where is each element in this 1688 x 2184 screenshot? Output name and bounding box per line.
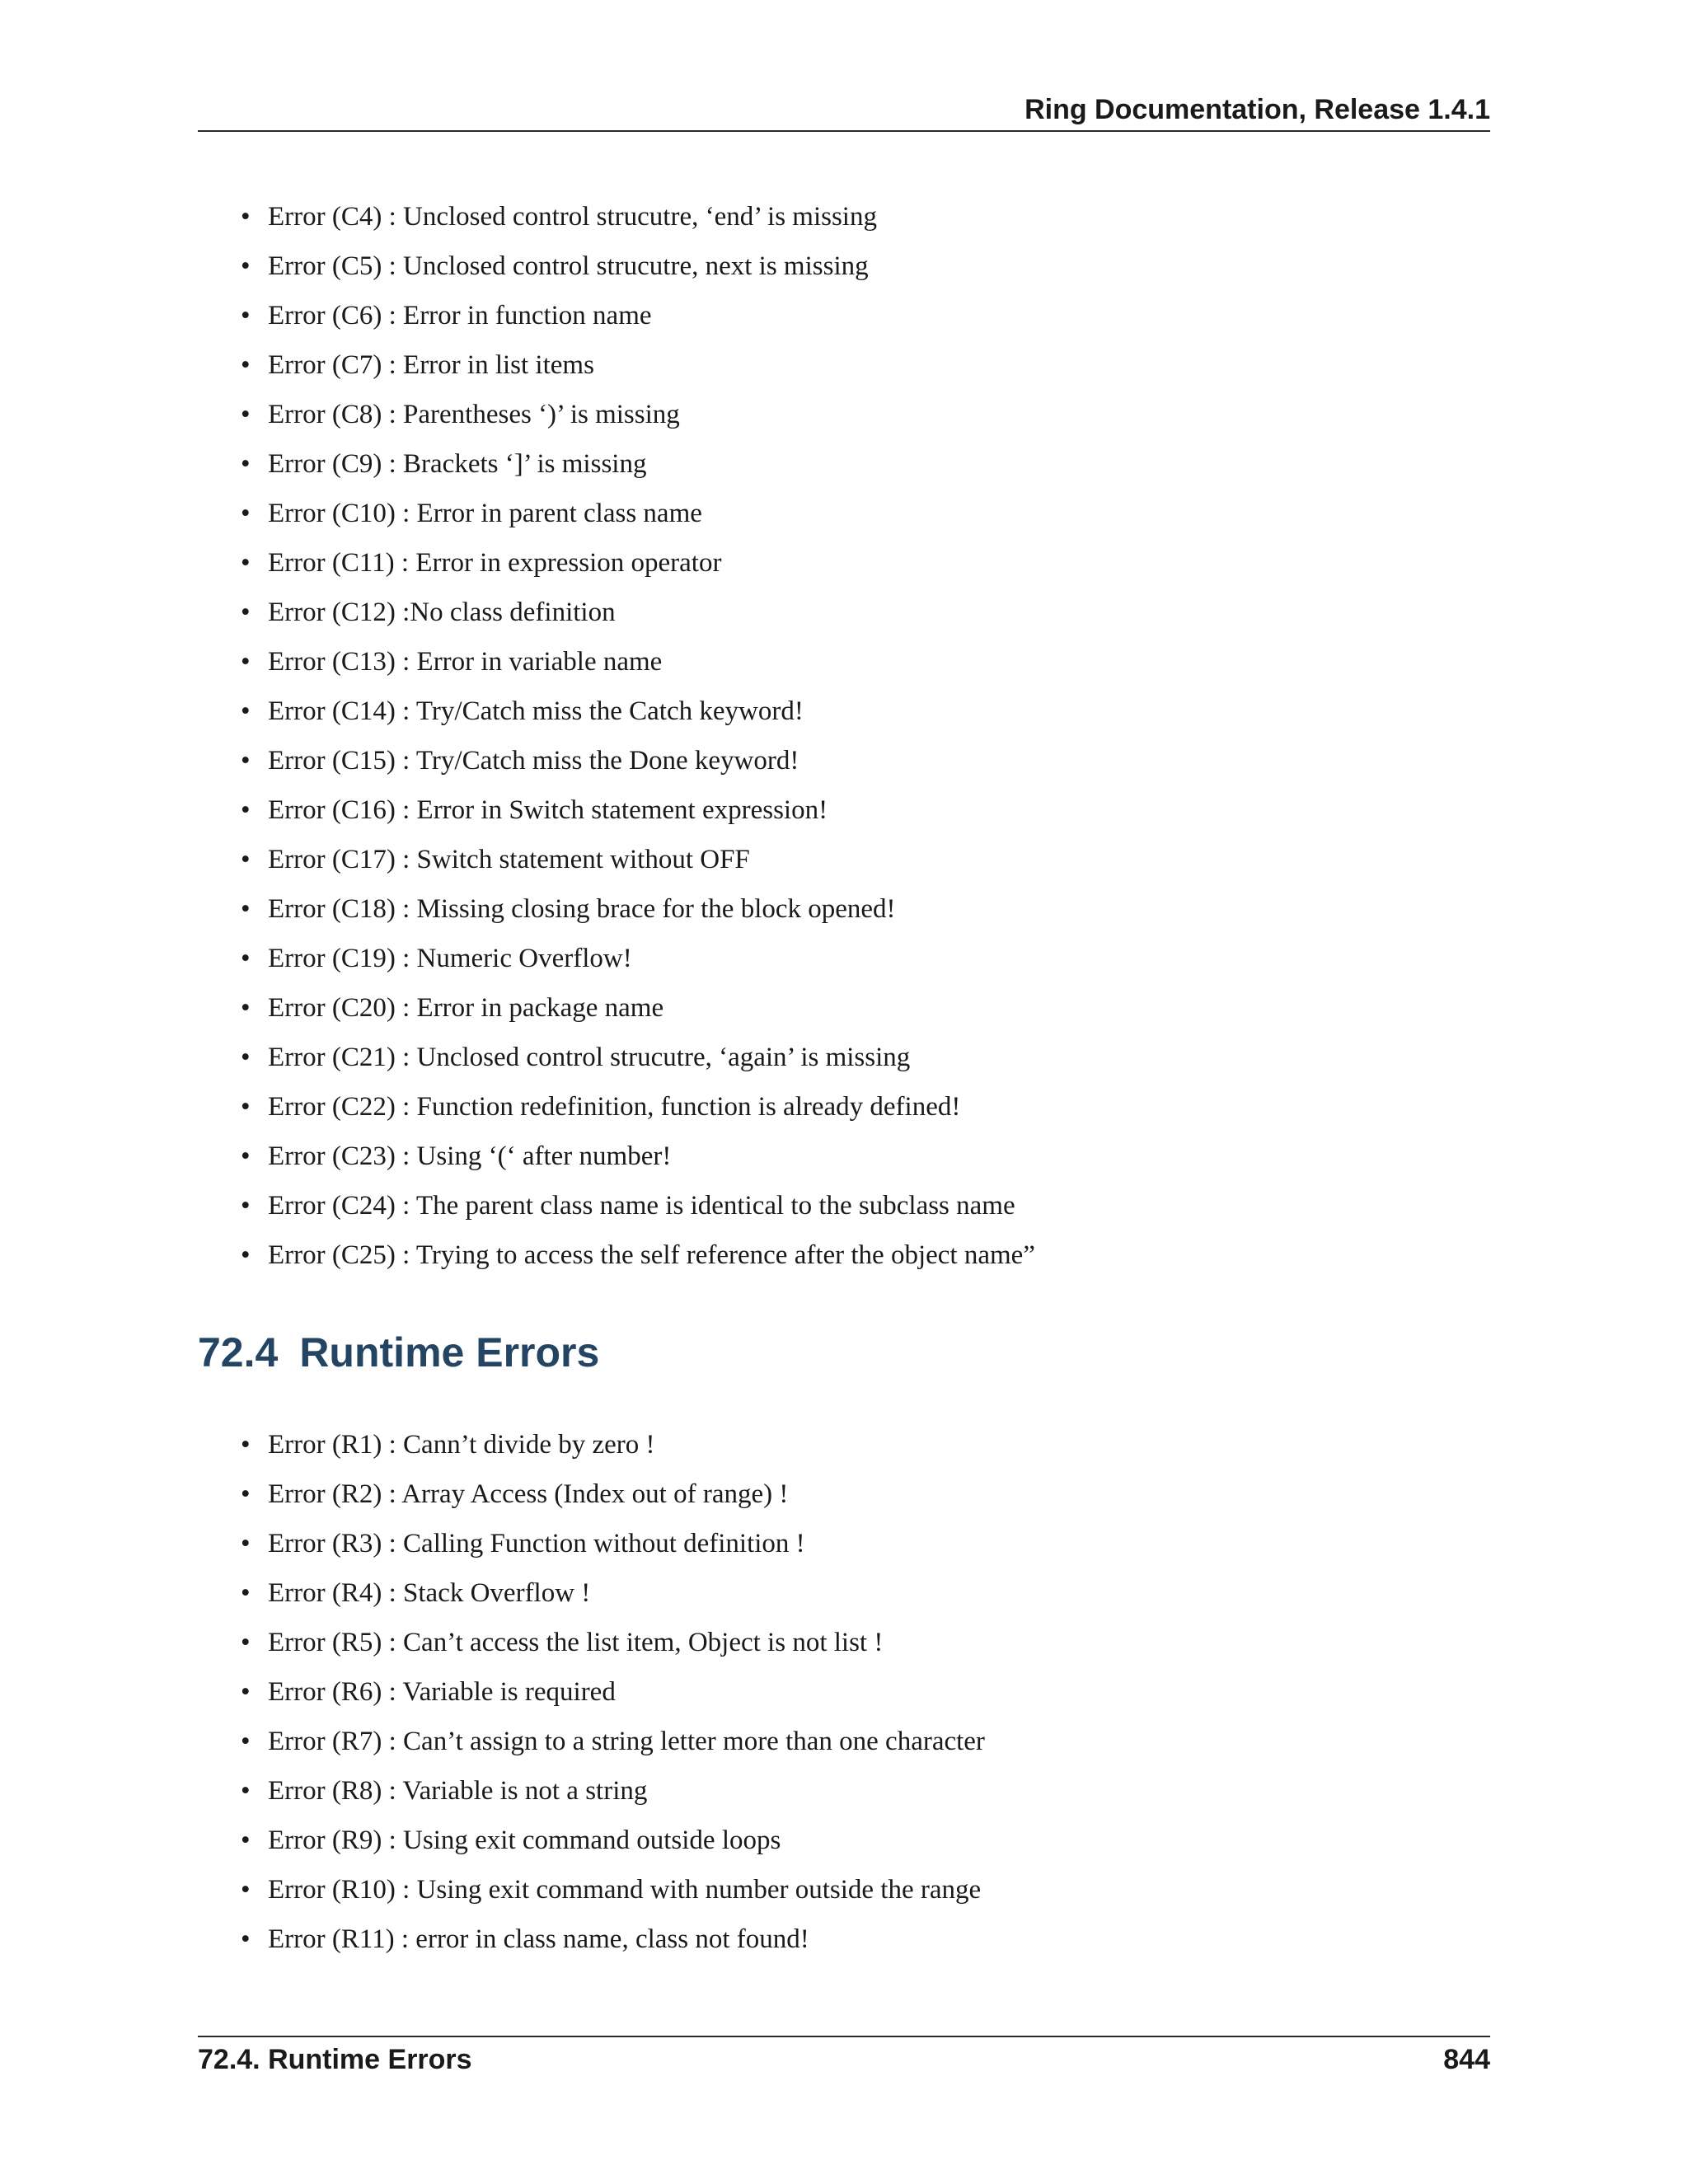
list-item	[241, 1082, 1035, 1132]
bullet-icon: •	[241, 400, 251, 429]
bullet-icon: •	[241, 1875, 251, 1905]
list-item	[241, 637, 1035, 687]
list-item	[241, 192, 1035, 241]
list-item-text: Error (C10) : Error in parent class name	[268, 499, 702, 528]
bullet-icon: •	[241, 301, 251, 330]
list-item	[241, 291, 1035, 340]
list-item-text: Error (R7) : Can’t assign to a string letter more than one character	[268, 1727, 985, 1756]
bullet-icon: •	[241, 696, 251, 726]
list-item	[241, 1766, 985, 1816]
list-item	[241, 1132, 1035, 1181]
list-item-text: Error (R9) : Using exit command outside loops	[268, 1825, 781, 1855]
list-item	[241, 340, 1035, 390]
list-item	[241, 835, 1035, 884]
list-item	[241, 489, 1035, 538]
list-item-text: Error (C5) : Unclosed control strucutre, next is missing	[268, 251, 869, 281]
list-item-text: Error (R6) : Variable is required	[268, 1677, 616, 1707]
list-item-text: Error (C13) : Error in variable name	[268, 647, 663, 677]
bullet-icon: •	[241, 1924, 251, 1954]
list-item-text: Error (R1) : Cann’t divide by zero !	[268, 1430, 655, 1460]
bullet-icon: •	[241, 598, 251, 627]
bullet-icon: •	[241, 449, 251, 479]
bullet-icon: •	[241, 1776, 251, 1806]
list-item-text: Error (C18) : Missing closing brace for the block opened!	[268, 894, 896, 924]
list-item-text: Error (R3) : Calling Function without definition !	[268, 1529, 805, 1558]
list-item-text: Error (R4) : Stack Overflow !	[268, 1578, 591, 1608]
section-number: 72.4	[198, 1329, 279, 1376]
runtime-error-list	[241, 1420, 985, 1964]
bullet-icon: •	[241, 845, 251, 874]
bullet-icon: •	[241, 1141, 251, 1171]
list-item-text: Error (R8) : Variable is not a string	[268, 1776, 648, 1806]
list-item	[241, 1469, 985, 1519]
bullet-icon: •	[241, 993, 251, 1023]
list-item	[241, 1230, 1035, 1280]
list-item	[241, 687, 1035, 736]
bullet-icon: •	[241, 1677, 251, 1707]
list-item-text: Error (R11) : error in class name, class not found!	[268, 1924, 809, 1954]
list-item	[241, 884, 1035, 934]
document-title: Ring Documentation, Release 1.4.1	[1025, 94, 1490, 125]
list-item-text: Error (C12) :No class definition	[268, 598, 616, 627]
list-item-text: Error (R2) : Array Access (Index out of range) !	[268, 1479, 789, 1509]
bullet-icon: •	[241, 499, 251, 528]
list-item-text: Error (C7) : Error in list items	[268, 350, 594, 380]
bullet-icon: •	[241, 350, 251, 380]
list-item	[241, 390, 1035, 439]
list-item	[241, 1033, 1035, 1082]
list-item-text: Error (C9) : Brackets ‘]’ is missing	[268, 449, 647, 479]
bullet-icon: •	[241, 1578, 251, 1608]
footer-section-title: 72.4. Runtime Errors	[198, 2044, 472, 2075]
list-item	[241, 538, 1035, 588]
bullet-icon: •	[241, 795, 251, 825]
list-item-text: Error (C24) : The parent class name is identical to the subclass name	[268, 1191, 1015, 1221]
bullet-icon: •	[241, 548, 251, 578]
bullet-icon: •	[241, 1479, 251, 1509]
list-item	[241, 934, 1035, 983]
list-item-text: Error (C11) : Error in expression operator	[268, 548, 722, 578]
list-item	[241, 439, 1035, 489]
list-item-text: Error (C8) : Parentheses ‘)’ is missing	[268, 400, 680, 429]
list-item-text: Error (C15) : Try/Catch miss the Done keyword!	[268, 746, 799, 776]
bullet-icon: •	[241, 746, 251, 776]
page-number: 844	[1443, 2044, 1490, 2075]
list-item	[241, 1420, 985, 1469]
list-item-text: Error (C6) : Error in function name	[268, 301, 652, 330]
list-item-text: Error (R5) : Can’t access the list item, Object is not list !	[268, 1628, 884, 1657]
bullet-icon: •	[241, 1240, 251, 1270]
list-item	[241, 1519, 985, 1568]
list-item	[241, 588, 1035, 637]
list-item-text: Error (C16) : Error in Switch statement expression!	[268, 795, 828, 825]
list-item	[241, 1865, 985, 1915]
list-item	[241, 1618, 985, 1667]
section-heading	[198, 1329, 599, 1376]
bullet-icon: •	[241, 1043, 251, 1072]
page-header	[198, 89, 1490, 132]
bullet-icon: •	[241, 647, 251, 677]
bullet-icon: •	[241, 1628, 251, 1657]
list-item-text: Error (C22) : Function redefinition, function is already defined!	[268, 1092, 961, 1122]
bullet-icon: •	[241, 1430, 251, 1460]
list-item	[241, 983, 1035, 1033]
section-title: Runtime Errors	[299, 1329, 600, 1376]
list-item-text: Error (C19) : Numeric Overflow!	[268, 944, 632, 973]
list-item	[241, 1568, 985, 1618]
list-item	[241, 736, 1035, 785]
bullet-icon: •	[241, 944, 251, 973]
bullet-icon: •	[241, 1092, 251, 1122]
list-item	[241, 1816, 985, 1865]
bullet-icon: •	[241, 894, 251, 924]
list-item-text: Error (C17) : Switch statement without OFF	[268, 845, 750, 874]
list-item	[241, 1667, 985, 1717]
list-item-text: Error (C20) : Error in package name	[268, 993, 664, 1023]
list-item-text: Error (C14) : Try/Catch miss the Catch keyword!	[268, 696, 804, 726]
compile-error-list	[241, 192, 1035, 1280]
bullet-icon: •	[241, 251, 251, 281]
list-item-text: Error (R10) : Using exit command with number outside the range	[268, 1875, 982, 1905]
list-item-text: Error (C21) : Unclosed control strucutre, ‘again’ is missing	[268, 1043, 911, 1072]
bullet-icon: •	[241, 202, 251, 232]
bullet-icon: •	[241, 1727, 251, 1756]
list-item	[241, 1915, 985, 1964]
list-item-text: Error (C23) : Using ‘(‘ after number!	[268, 1141, 672, 1171]
list-item-text: Error (C25) : Trying to access the self reference after the object name”	[268, 1240, 1035, 1270]
page-footer	[198, 2036, 1490, 2087]
list-item	[241, 1717, 985, 1766]
list-item	[241, 1181, 1035, 1230]
bullet-icon: •	[241, 1529, 251, 1558]
list-item-text: Error (C4) : Unclosed control strucutre, ‘end’ is missing	[268, 202, 877, 232]
bullet-icon: •	[241, 1825, 251, 1855]
list-item	[241, 241, 1035, 291]
bullet-icon: •	[241, 1191, 251, 1221]
list-item	[241, 785, 1035, 835]
